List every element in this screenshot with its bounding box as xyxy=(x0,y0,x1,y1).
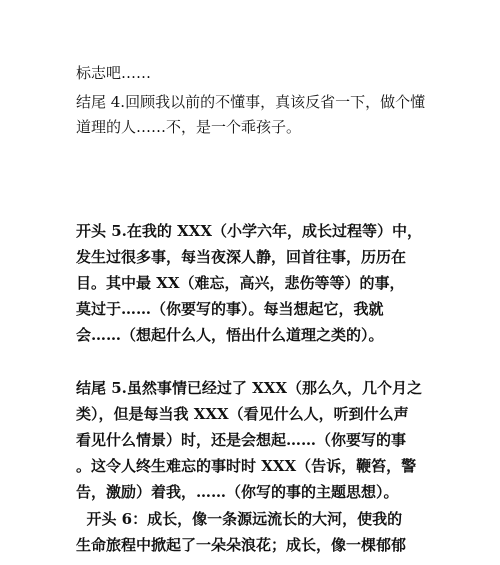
text-line-2: 结尾 4.回顾我以前的不懂事，真该反省一下，做个懂 xyxy=(76,93,426,111)
text-line-4: 开头 5.在我的 XXX（小学六年，成长过程等）中， xyxy=(76,222,423,240)
text-line-7: 莫过于……（你要写的事）。每当想起它，我就 xyxy=(76,300,384,318)
text-line-5: 发生过很多事，每当夜深人静，回首往事，历历在 xyxy=(76,248,407,266)
text-line-11: 看见什么情景）时，还是会想起……（你要写的事 xyxy=(76,431,407,449)
text-line-14: 开头 6：成长，像一条源远流长的大河，使我的 xyxy=(76,510,403,528)
text-line-15: 生命旅程中掀起了一朵朵浪花；成长，像一棵郁郁 xyxy=(76,536,407,554)
text-line-10: 类），但是每当我 XXX（看见什么人，听到什么声 xyxy=(76,405,409,423)
text-line-8: 会……（想起什么人，悟出什么道理之类的）。 xyxy=(76,326,384,344)
text-line-1: 标志吧…… xyxy=(76,64,152,82)
text-line-3: 道理的人……不，是一个乖孩子。 xyxy=(76,118,302,136)
text-line-6: 目。其中最 XX（难忘，高兴，悲伤等等）的事， xyxy=(76,274,405,292)
text-line-9: 结尾 5.虽然事情已经过了 XXX（那么久，几个月之 xyxy=(76,379,423,397)
text-line-12: 。这令人终生难忘的事时时 XXX（告诉，鞭笞，警 xyxy=(76,457,417,475)
text-line-13: 告，激励）着我，……（你写的事的主题思想）。 xyxy=(76,483,399,501)
